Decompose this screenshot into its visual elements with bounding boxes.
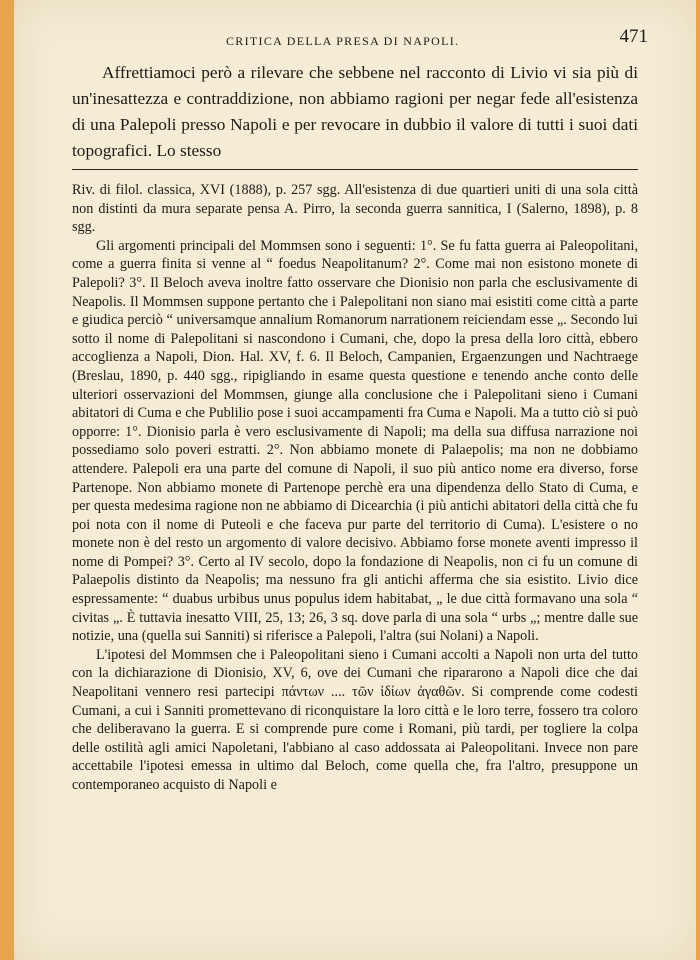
footnote-paragraph: L'ipotesi del Mommsen che i Paleopolitani sieno i Cumani accolti a Napoli non urta del tutto con la dichiarazione di Dionisio, XV, 6, ove dei Cumani che ripararono a Napoli dice che dai Neapolitani vennero resi partecipi πάντων .... τῶν ἰδίων ἀγαθῶν. Si comprende come codesti Cumani, a cui i Sanniti promettevano di riconquistare la loro città e le loro terre, fossero tra coloro che deliberavano la guerra. E si comprende pure come i Romani, più tardi, per togliere la colpa delle ostilità agli amici Napoletani, l'abbiano al caso addossata ai Paleopolitani. Invece non pare accettabile l'ipotesi emessa in ultimo dal Beloch, come quella che, fra l'altro, presuppone un contemporaneo acquisto di Napoli e	[72, 646, 638, 793]
footnotes	[72, 181, 638, 795]
footnote-paragraph: Gli argomenti principali del Mommsen sono i seguenti: 1°. Se fu fatta guerra ai Paleopolitani, come a guerra finita si venne al “ foedus Neapolitanum? 2°. Come mai non esistono monete di Palepoli? 3°. Il Beloch aveva inoltre fatto osservare che Dionisio non parla che esclusivamente di Neapolis. Il Mommsen suppone pertanto che i Palepolitani non siano mai esistiti come città a parte e giudica perciò “ universamque annalium Romanorum narrationem reiciendam esse „. Secondo lui sotto il nome di Palepolitani si nascondono i Cumani, che, dopo la presa della loro città, ebbero accoglienza a Napoli, Dion. Hal. XV, f. 6. Il Beloch, Campanien, Ergaenzungen und Nachtraege (Breslau, 1890, p. 440 sgg., ripigliando in esame questa questione e tenendo anche conto delle ulteriori osservazioni del Mommsen, giunge alla conclusione che i Palepolitani sieno i Cumani abitatori di Cuma e che Publilio pose i suoi accampamenti fra Cuma e Napoli. Ma a tutto ciò si può opporre: 1°. Dionisio parla è vero esclusivamente di Napoli; ma della sua diffusa narrazione noi possediamo solo poveri estratti. 2°. Non abbiamo monete di Palaepolis; ma non ne dobbiamo attendere. Palepoli era una parte del comune di Napoli, il suo più antico nome era diverso, forse Partenope. Non abbiamo monete di Partenope perchè era una dipendenza dello Stato di Cuma, e per questa medesima ragione non ne abbiamo di Dicearchia (i più antichi abitatori della città che fu poi nota con il nome di Puteoli e che faceva pur parte del territorio di Cuma). L'esistere o no monete non è del resto un argomento di valore decisivo. Abbiamo forse monete aventi impresso il nome di Pompei? 3°. Certo al IV secolo, dopo la fondazione di Neapolis, non ci fu un comune di Palaepolis distinto da Neapolis; ma nessuno fra gli antichi afferma che sia esistito. Livio dice espressamente: “ duabus urbibus unus populus idem habitabat, „ le due città formavano una sola “ civitas „. È tuttavia inesatto VIII, 25, 13; 26, 3 sq. dove parla di una sola “ urbs „; mentre dalle sue notizie, una (quella sui Sanniti) si riferisce a Palepoli, l'altra (sui Nolani) a Napoli.	[72, 237, 638, 645]
book-page	[14, 0, 696, 960]
running-head: CRITICA DELLA PRESA DI NAPOLI.	[226, 34, 460, 48]
main-paragraph: Affrettiamoci però a rilevare che sebbene nel racconto di Livio vi sia più di un'inesattezza e contraddizione, non abbiamo ragioni per negar fede all'esistenza di una Palepoli presso Napoli e per revocare in dubbio il valore di tutti i suoi dati topografici. Lo stesso	[72, 63, 638, 160]
page-number: 471	[619, 26, 648, 47]
footnote-separator	[72, 169, 638, 170]
page-header	[74, 26, 656, 50]
footnote-paragraph: Riv. di filol. classica, XVI (1888), p. 257 sgg. All'esistenza di due quartieri uniti di una sola città non distinti da mura separate pensa A. Pirro, la seconda guerra sannitica, I (Salerno, 1898), p. 8 sgg.	[72, 182, 638, 236]
